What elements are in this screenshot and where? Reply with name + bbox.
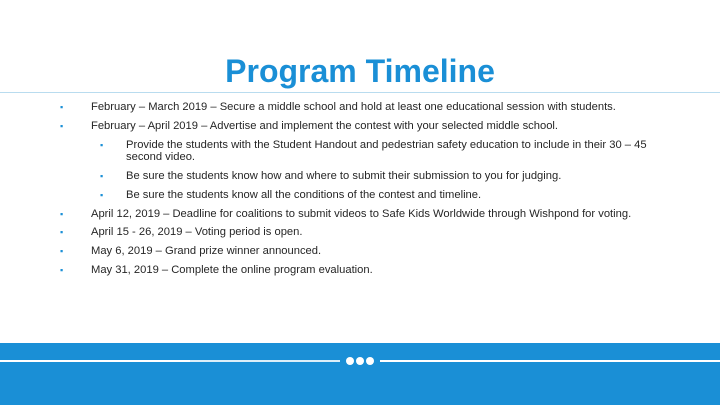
bullet-icon: ▪ [100,189,104,200]
timeline-list [0,101,720,283]
dot-icon [346,357,354,365]
sub-list-item-text: Be sure the students know all the conditions of the contest and timeline. [126,188,482,201]
bullet-icon: ▪ [60,227,64,238]
dot-icon [366,357,374,365]
list-item-text: February – March 2019 – Secure a middle school and hold at least one educational session with students. [91,101,616,113]
list-item-text: May 6, 2019 – Grand prize winner announced. [91,245,322,258]
list-item [0,120,720,133]
bullet-icon: ▪ [60,120,64,131]
footer-line-left [0,360,190,362]
footer-band [0,343,720,405]
footer-line-right [380,360,720,362]
sub-list-item [0,189,720,202]
list-item [0,264,720,277]
bullet-icon: ▪ [60,264,64,275]
bullet-icon: ▪ [100,139,104,150]
sub-list-item-text: Be sure the students know how and where to submit their submission to you for judging. [126,169,562,182]
list-item-text: February – April 2019 – Advertise and implement the contest with your selected middle school. [91,119,559,132]
page-title: Program Timeline [225,53,495,90]
ellipsis-icon [346,357,374,365]
list-item [0,101,720,114]
bullet-icon: ▪ [60,246,64,257]
dot-icon [356,357,364,365]
bullet-icon: ▪ [60,102,64,112]
bullet-icon: ▪ [60,208,64,219]
sub-list-item [0,139,720,164]
list-item-text: April 15 - 26, 2019 – Voting period is open. [91,226,303,239]
list-item [0,208,720,221]
title-divider [0,92,720,93]
list-item-text: April 12, 2019 – Deadline for coalitions to submit videos to Safe Kids Worldwide through Wishpond for voting. [91,207,632,220]
sub-list-item-text: Provide the students with the Student Handout and pedestrian safety education to include in their 30 – 45 second video. [126,138,647,164]
list-item-text: May 31, 2019 – Complete the online program evaluation. [91,263,373,276]
bullet-icon: ▪ [100,170,104,181]
sub-list-item [0,170,720,183]
list-item [0,226,720,239]
list-item [0,245,720,258]
footer-line-center-left [190,360,340,362]
